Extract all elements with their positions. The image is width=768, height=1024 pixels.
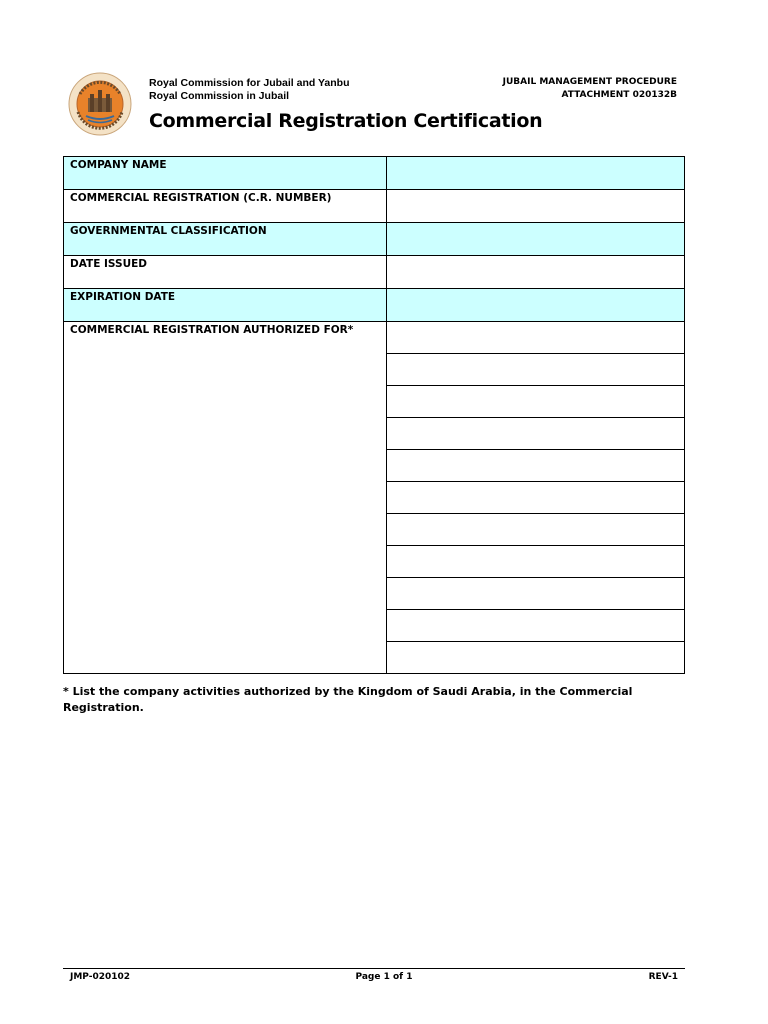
form-row-date-issued [64,256,685,289]
authorized-activity-field[interactable] [386,610,684,642]
expiration-date-field[interactable] [386,289,684,322]
footer-document-number: JMP-020102 [70,972,131,982]
authorized-activity-field[interactable] [386,546,684,578]
document-title: Commercial Registration Certification [149,110,543,132]
governmental-classification-label: GOVERNMENTAL CLASSIFICATION [64,223,387,256]
governmental-classification-field[interactable] [386,223,684,256]
procedure-reference [503,76,677,102]
cr-number-label: COMMERCIAL REGISTRATION (C.R. NUMBER) [64,190,387,223]
form-row-authorized-for [64,322,685,354]
form-row-company-name [64,157,685,190]
organization-line-2: Royal Commission in Jubail [149,90,290,102]
footer-page-number: Page 1 of 1 [355,972,413,982]
authorized-activity-field[interactable] [386,482,684,514]
authorized-activity-field[interactable] [386,322,684,354]
cr-number-field[interactable] [386,190,684,223]
footer-divider [63,968,685,969]
date-issued-field[interactable] [386,256,684,289]
footer-revision: REV-1 [648,972,678,982]
attachment-number: ATTACHMENT 020132B [561,90,677,100]
authorized-for-label: COMMERCIAL REGISTRATION AUTHORIZED FOR* [64,322,387,674]
authorized-activity-field[interactable] [386,642,684,674]
authorized-activity-field[interactable] [386,354,684,386]
footnote: * List the company activities authorized by the Kingdom of Saudi Arabia, in the Commercial Registration. [63,685,633,714]
company-name-field[interactable] [386,157,684,190]
organization-block [149,77,350,103]
registration-form-table [63,156,685,674]
company-name-label: COMPANY NAME [64,157,387,190]
authorized-activity-field[interactable] [386,514,684,546]
organization-line-1: Royal Commission for Jubail and Yanbu [149,77,350,89]
form-row-expiration-date [64,289,685,322]
royal-commission-seal-logo [68,72,132,136]
authorized-activity-field[interactable] [386,418,684,450]
authorized-activity-field[interactable] [386,450,684,482]
procedure-name: JUBAIL MANAGEMENT PROCEDURE [502,77,677,87]
authorized-activity-field[interactable] [386,386,684,418]
form-row-cr-number [64,190,685,223]
expiration-date-label: EXPIRATION DATE [64,289,387,322]
date-issued-label: DATE ISSUED [64,256,387,289]
form-row-governmental-classification [64,223,685,256]
authorized-activity-field[interactable] [386,578,684,610]
